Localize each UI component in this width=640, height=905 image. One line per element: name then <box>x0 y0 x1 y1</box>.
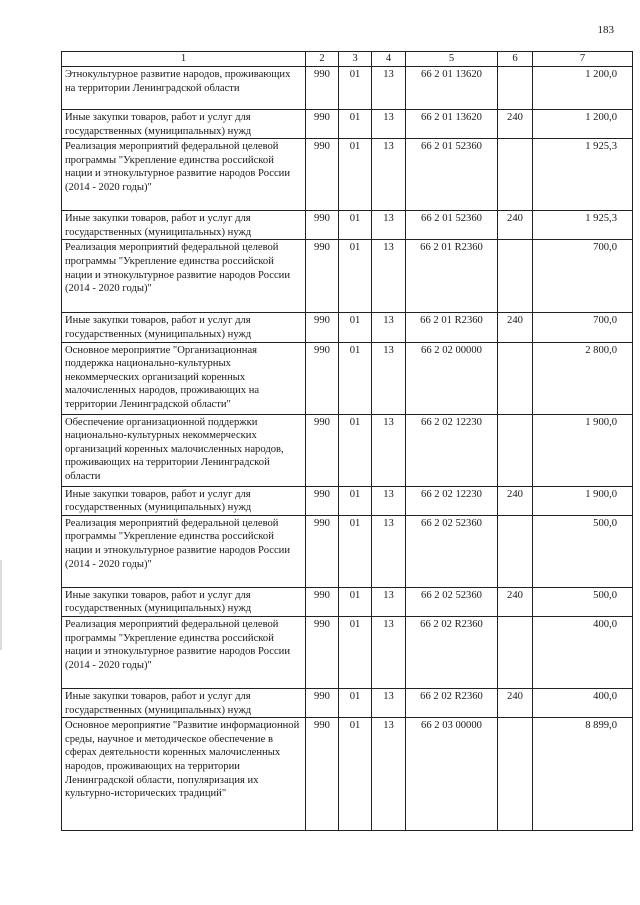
row-amount-cell: 1 925,3 <box>533 139 633 211</box>
table-row <box>62 486 633 515</box>
row-code-4-cell: 13 <box>372 515 406 587</box>
row-amount-cell: 1 900,0 <box>533 414 633 486</box>
row-code-5-cell: 66 2 01 52360 <box>406 139 498 211</box>
row-code-2-cell: 990 <box>306 211 339 240</box>
row-name-cell: Реализация мероприятий федеральной целевой программы "Укрепление единства российской нации и этнокультурное развитие народов России (2014 - 2020 годы)" <box>62 139 306 211</box>
row-code-5-cell: 66 2 02 12230 <box>406 486 498 515</box>
row-code-5-cell: 66 2 02 R2360 <box>406 616 498 688</box>
row-code-3-cell: 01 <box>339 67 372 110</box>
row-code-5-cell: 66 2 01 13620 <box>406 110 498 139</box>
table-row <box>62 342 633 414</box>
row-code-6-cell: 240 <box>498 110 533 139</box>
row-code-6-cell <box>498 240 533 313</box>
row-code-6-cell <box>498 342 533 414</box>
row-code-5-cell: 66 2 02 00000 <box>406 342 498 414</box>
row-code-6-cell <box>498 414 533 486</box>
row-amount-cell: 400,0 <box>533 688 633 717</box>
row-code-4-cell: 13 <box>372 110 406 139</box>
row-code-5-cell: 66 2 02 52360 <box>406 515 498 587</box>
row-amount-cell: 700,0 <box>533 313 633 342</box>
row-code-3-cell: 01 <box>339 515 372 587</box>
row-code-2-cell: 990 <box>306 515 339 587</box>
row-amount-cell: 500,0 <box>533 587 633 616</box>
row-amount-cell: 1 200,0 <box>533 110 633 139</box>
table-row <box>62 414 633 486</box>
table-row <box>62 718 633 831</box>
row-code-6-cell <box>498 139 533 211</box>
table-row <box>62 587 633 616</box>
scan-edge-mark <box>0 560 2 650</box>
row-code-5-cell: 66 2 02 12230 <box>406 414 498 486</box>
row-code-6-cell <box>498 515 533 587</box>
row-code-6-cell <box>498 616 533 688</box>
row-code-3-cell: 01 <box>339 688 372 717</box>
row-name-cell: Обеспечение организационной поддержки национально-культурных некоммерческих организаций коренных малочисленных народов, проживающих на территории Ленинградской области <box>62 414 306 486</box>
row-code-4-cell: 13 <box>372 211 406 240</box>
row-code-3-cell: 01 <box>339 240 372 313</box>
row-amount-cell: 2 800,0 <box>533 342 633 414</box>
header-cell-6: 6 <box>498 52 533 67</box>
row-amount-cell: 500,0 <box>533 515 633 587</box>
row-code-5-cell: 66 2 01 R2360 <box>406 240 498 313</box>
row-code-3-cell: 01 <box>339 342 372 414</box>
row-code-3-cell: 01 <box>339 718 372 831</box>
row-code-4-cell: 13 <box>372 67 406 110</box>
row-code-4-cell: 13 <box>372 616 406 688</box>
header-cell-7: 7 <box>533 52 633 67</box>
row-amount-cell: 1 200,0 <box>533 67 633 110</box>
row-code-2-cell: 990 <box>306 688 339 717</box>
header-row <box>62 52 633 67</box>
row-code-3-cell: 01 <box>339 139 372 211</box>
table-row <box>62 240 633 313</box>
row-code-3-cell: 01 <box>339 587 372 616</box>
row-code-2-cell: 990 <box>306 414 339 486</box>
row-code-4-cell: 13 <box>372 414 406 486</box>
row-code-6-cell: 240 <box>498 486 533 515</box>
row-code-2-cell: 990 <box>306 587 339 616</box>
header-cell-1: 1 <box>62 52 306 67</box>
row-code-2-cell: 990 <box>306 240 339 313</box>
row-name-cell: Иные закупки товаров, работ и услуг для государственных (муниципальных) нужд <box>62 313 306 342</box>
row-code-3-cell: 01 <box>339 110 372 139</box>
row-code-4-cell: 13 <box>372 240 406 313</box>
row-code-2-cell: 990 <box>306 342 339 414</box>
row-code-3-cell: 01 <box>339 211 372 240</box>
table-row <box>62 211 633 240</box>
row-name-cell: Иные закупки товаров, работ и услуг для государственных (муниципальных) нужд <box>62 688 306 717</box>
row-name-cell: Основное мероприятие "Развитие информационной среды, научное и методическое обеспечение в сферах деятельности коренных малочисленных народов, проживающих на территории Ленинградской области, популяризация их культурно-исторических традиций" <box>62 718 306 831</box>
row-code-6-cell: 240 <box>498 313 533 342</box>
table-row <box>62 110 633 139</box>
header-cell-3: 3 <box>339 52 372 67</box>
row-name-cell: Иные закупки товаров, работ и услуг для государственных (муниципальных) нужд <box>62 486 306 515</box>
row-name-cell: Реализация мероприятий федеральной целевой программы "Укрепление единства российской нации и этнокультурное развитие народов России (2014 - 2020 годы)" <box>62 515 306 587</box>
row-amount-cell: 400,0 <box>533 616 633 688</box>
table-row <box>62 515 633 587</box>
row-code-4-cell: 13 <box>372 587 406 616</box>
row-amount-cell: 8 899,0 <box>533 718 633 831</box>
row-code-5-cell: 66 2 01 13620 <box>406 67 498 110</box>
budget-table <box>61 51 633 831</box>
header-cell-5: 5 <box>406 52 498 67</box>
row-name-cell: Основное мероприятие "Организационная поддержка национально-культурных некоммерческих организаций коренных малочисленных народов, проживающих на территории Ленинградской области" <box>62 342 306 414</box>
row-code-2-cell: 990 <box>306 110 339 139</box>
table-body <box>62 67 633 831</box>
row-code-3-cell: 01 <box>339 616 372 688</box>
row-name-cell: Реализация мероприятий федеральной целевой программы "Укрепление единства российской нации и этнокультурное развитие народов России (2014 - 2020 годы)" <box>62 240 306 313</box>
row-code-4-cell: 13 <box>372 688 406 717</box>
row-code-5-cell: 66 2 02 R2360 <box>406 688 498 717</box>
table-row <box>62 139 633 211</box>
header-cell-4: 4 <box>372 52 406 67</box>
page-number: 183 <box>597 24 614 36</box>
row-code-6-cell: 240 <box>498 211 533 240</box>
table-row <box>62 313 633 342</box>
row-code-4-cell: 13 <box>372 718 406 831</box>
row-name-cell: Иные закупки товаров, работ и услуг для государственных (муниципальных) нужд <box>62 211 306 240</box>
row-code-6-cell: 240 <box>498 688 533 717</box>
row-code-4-cell: 13 <box>372 139 406 211</box>
row-code-2-cell: 990 <box>306 139 339 211</box>
row-code-5-cell: 66 2 01 R2360 <box>406 313 498 342</box>
row-code-3-cell: 01 <box>339 313 372 342</box>
row-code-3-cell: 01 <box>339 414 372 486</box>
row-name-cell: Реализация мероприятий федеральной целевой программы "Укрепление единства российской нации и этнокультурное развитие народов России (2014 - 2020 годы)" <box>62 616 306 688</box>
table-row <box>62 67 633 110</box>
table-row <box>62 616 633 688</box>
row-code-3-cell: 01 <box>339 486 372 515</box>
row-code-4-cell: 13 <box>372 486 406 515</box>
row-code-4-cell: 13 <box>372 342 406 414</box>
header-cell-2: 2 <box>306 52 339 67</box>
row-amount-cell: 1 900,0 <box>533 486 633 515</box>
row-code-6-cell: 240 <box>498 587 533 616</box>
row-name-cell: Иные закупки товаров, работ и услуг для государственных (муниципальных) нужд <box>62 587 306 616</box>
row-name-cell: Этнокультурное развитие народов, проживающих на территории Ленинградской области <box>62 67 306 110</box>
row-code-2-cell: 990 <box>306 616 339 688</box>
row-code-4-cell: 13 <box>372 313 406 342</box>
row-code-2-cell: 990 <box>306 718 339 831</box>
row-code-2-cell: 990 <box>306 486 339 515</box>
row-amount-cell: 700,0 <box>533 240 633 313</box>
row-code-5-cell: 66 2 01 52360 <box>406 211 498 240</box>
row-code-2-cell: 990 <box>306 313 339 342</box>
row-amount-cell: 1 925,3 <box>533 211 633 240</box>
row-code-6-cell <box>498 718 533 831</box>
table-row <box>62 688 633 717</box>
row-name-cell: Иные закупки товаров, работ и услуг для государственных (муниципальных) нужд <box>62 110 306 139</box>
row-code-2-cell: 990 <box>306 67 339 110</box>
row-code-6-cell <box>498 67 533 110</box>
row-code-5-cell: 66 2 02 52360 <box>406 587 498 616</box>
row-code-5-cell: 66 2 03 00000 <box>406 718 498 831</box>
